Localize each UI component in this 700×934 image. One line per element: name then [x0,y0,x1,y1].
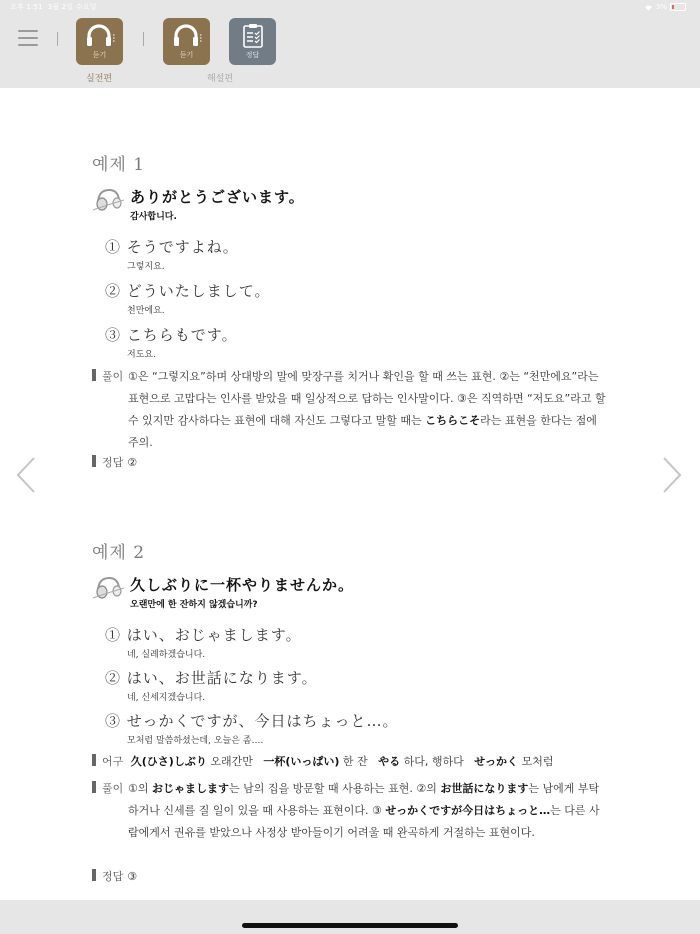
status-time: 오후 1:51 [10,3,43,11]
chevron-right-icon [660,455,684,495]
option-korean: 모처럼 말씀하셨는데, 오늘은 좀…. [127,736,264,746]
top-toolbar [0,0,700,88]
home-indicator[interactable] [242,923,458,928]
section-marker [92,754,96,766]
headset-audio-icon[interactable] [92,186,126,212]
option-korean: 그렇지요. [127,262,165,272]
option-korean: 저도요. [127,350,156,360]
question-korean: 오랜만에 한 잔하지 않겠습니까? [130,600,258,610]
example-2-explanation [92,778,608,844]
explanation-label: 풀이 [102,370,124,383]
prev-page-button[interactable] [14,455,38,495]
explanation-text: ①의 [128,782,152,795]
example-2-vocabulary [92,751,608,773]
vocab-korean: 하다, 행하다 [403,755,464,768]
option-number: ② [105,669,122,687]
option-number: ① [105,626,122,644]
option-japanese: こちらもです。 [126,326,238,344]
chevron-left-icon [14,455,38,495]
vocab-korean: 오래간만 [210,755,253,768]
example-1-answer [92,452,608,474]
explanation-text: ①은 “그렇지요”하며 상대방의 말에 맞장구를 치거나 확인을 할 때 쓰는 표현. ②는 “천만에요”라는 표현으로 고맙다는 인사를 받았을 때 일상적으로 답하는 인사말이다. ③은 직역하면 “저도요”라고 할 수 있지만 감사하다는 표현에 대해 자신도 그렇다고 말할 때는 [128,370,606,427]
explanation-keyword: せっかくですが今日はちょっと… [385,804,551,817]
button-label: 듣기 [179,51,194,59]
hamburger-menu-icon [18,30,38,32]
explanation-keyword: こちらこそ [425,414,481,427]
headset-audio-icon[interactable] [92,574,126,600]
example-1-option-2 [105,280,271,316]
answer-value: ② [127,456,138,469]
section-marker [92,369,96,381]
option-number: ② [105,282,122,300]
example-1-explanation [92,366,608,454]
section-marker [92,781,96,793]
button-label: 듣기 [92,51,107,59]
example-2-question [92,574,354,610]
group-label-commentary[interactable]: 해설편 [207,74,234,84]
example-1-option-3 [105,324,238,360]
section-marker [92,455,96,467]
status-indicators [644,3,686,11]
example-1-option-1 [105,236,239,272]
toolbar-divider [143,32,144,46]
vocab-japanese: 一杯(いっぱい) [263,755,340,768]
status-time-date [10,2,97,12]
battery-icon [670,3,686,11]
clipboard-check-icon [241,23,265,49]
bottom-bar [0,900,700,934]
menu-button[interactable] [18,30,38,48]
option-japanese: はい、お世話になります。 [126,669,318,687]
example-2-option-2 [105,667,318,703]
example-2-title: 예제 2 [92,543,146,563]
vocab-label: 어구 [102,755,124,768]
practice-listen-button[interactable] [76,18,123,65]
example-2-option-3 [105,710,399,746]
question-japanese: 久しぶりに一杯やりませんか。 [130,576,355,594]
explanation-keyword: お世話になります [440,782,529,795]
option-number: ③ [105,326,122,344]
answer-button[interactable] [229,18,276,65]
group-label-practice[interactable]: 실전편 [86,74,113,84]
status-date: 3월 2일 수요일 [47,3,97,11]
option-korean: 네, 신세지겠습니다. [127,693,206,703]
explanation-text: 라는 표현을 한다는 점에 주의. [128,414,597,449]
explanation-keyword: おじゃまします [151,782,229,795]
vocab-korean: 한 잔 [342,755,368,768]
vocab-korean: 모처럼 [521,755,554,768]
option-korean: 네, 실례하겠습니다. [127,650,206,660]
explanation-text: 는 남에게 부탁하거나 신세를 질 일이 있을 때 사용하는 표현이다. ③ [128,782,600,817]
example-1-question [92,186,305,222]
toolbar-divider [57,32,58,46]
option-japanese: そうですよね。 [126,238,239,256]
example-1-title: 예제 1 [92,155,146,175]
answer-value: ③ [127,870,138,883]
example-2-option-1 [105,624,302,660]
explanation-label: 풀이 [102,782,124,795]
headphones-icon [172,23,202,49]
vocab-japanese: 久(ひさ)しぶり [130,755,207,768]
answer-label: 정답 [102,870,124,883]
option-japanese: はい、おじゃまします。 [126,626,302,644]
vocab-japanese: せっかく [474,755,519,768]
hamburger-line [18,44,38,46]
next-page-button[interactable] [660,455,684,495]
explanation-text: 는 남의 집을 방문할 때 사용하는 표현. ②의 [228,782,441,795]
option-number: ③ [105,712,122,730]
hamburger-line [18,37,38,39]
button-label: 정답 [245,51,260,59]
option-korean: 천만에요. [127,306,165,316]
option-japanese: どういたしまして。 [126,282,271,300]
section-marker [92,869,96,881]
headphones-icon [85,23,115,49]
option-number: ① [105,238,122,256]
question-korean: 감사합니다. [130,212,177,222]
question-japanese: ありがとうございます。 [130,188,305,206]
vocab-japanese: やる [378,755,401,768]
battery-percent: 3% [655,3,667,11]
option-japanese: せっかくですが、今日はちょっと…。 [126,712,399,730]
explanation-text: 는 다른 사람에게서 권유를 받았으나 사정상 받아들이기 어려울 때 완곡하게 거절하는 표현이다. [128,804,600,839]
commentary-listen-button[interactable] [163,18,210,65]
wifi-icon [644,4,653,11]
example-2-answer [92,866,608,888]
answer-label: 정답 [102,456,124,469]
